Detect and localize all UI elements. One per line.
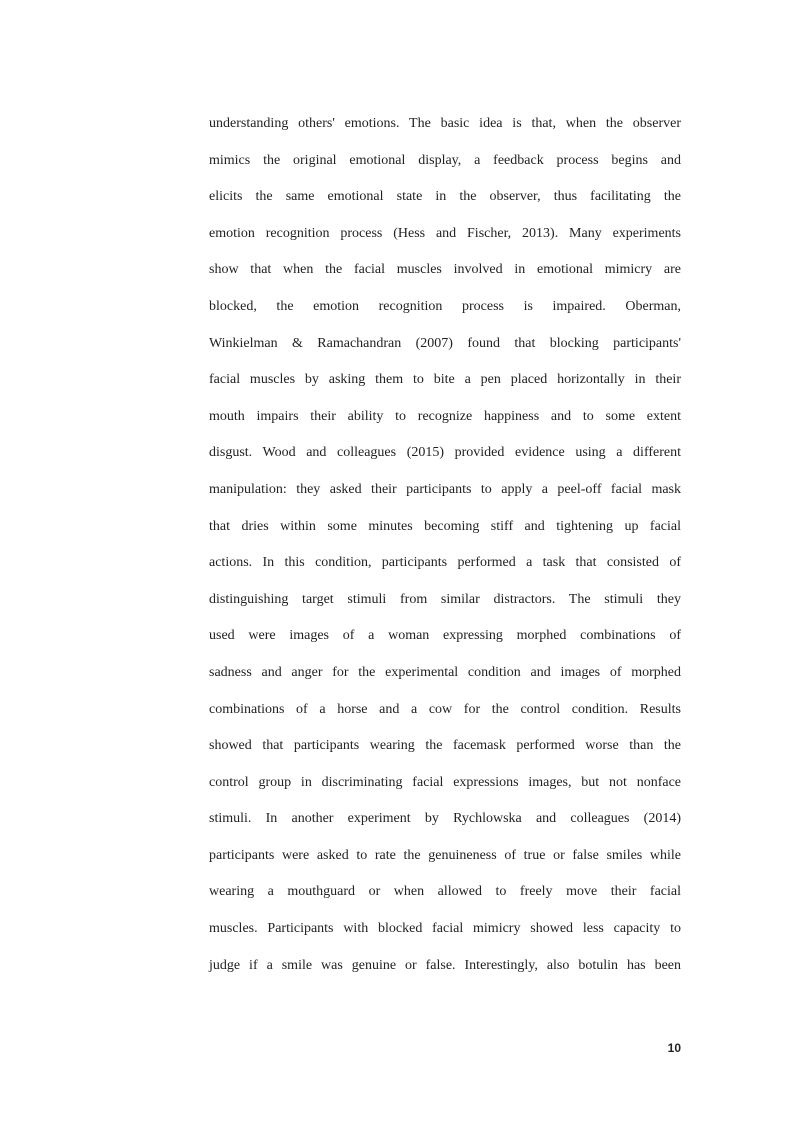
text-line: Winkielman & Ramachandran (2007) found that blocking participants' <box>209 335 681 351</box>
text-line: understanding others' emotions. The basic idea is that, when the observer <box>209 116 681 131</box>
text-line: control group in discriminating facial expressions images, but not nonface <box>209 774 681 790</box>
text-line: distinguishing target stimuli from similar distractors. The stimuli they <box>209 591 681 607</box>
text-line: that dries within some minutes becoming stiff and tightening up facial <box>209 518 681 534</box>
text-line: show that when the facial muscles involved in emotional mimicry are <box>209 262 681 278</box>
page-number: 10 <box>667 1041 681 1055</box>
text-line: used were images of a woman expressing morphed combinations of <box>209 628 681 644</box>
text-line: emotion recognition process (Hess and Fischer, 2013). Many experiments <box>209 225 681 241</box>
text-line: stimuli. In another experiment by Rychlowska and colleagues (2014) <box>209 811 681 827</box>
text-line: blocked, the emotion recognition process is impaired. Oberman, <box>209 298 681 314</box>
body-paragraph <box>209 114 681 992</box>
text-line: sadness and anger for the experimental condition and images of morphed <box>209 664 681 680</box>
text-line: wearing a mouthguard or when allowed to freely move their facial <box>209 884 681 900</box>
text-line: combinations of a horse and a cow for the control condition. Results <box>209 701 681 717</box>
text-line: muscles. Participants with blocked facial mimicry showed less capacity to <box>209 921 681 937</box>
text-line: elicits the same emotional state in the observer, thus facilitating the <box>209 189 681 205</box>
text-line: mimics the original emotional display, a feedback process begins and <box>209 152 681 168</box>
text-line: participants were asked to rate the genuineness of true or false smiles while <box>209 847 681 863</box>
text-line: facial muscles by asking them to bite a pen placed horizontally in their <box>209 372 681 388</box>
text-line: mouth impairs their ability to recognize happiness and to some extent <box>209 408 681 424</box>
text-line: showed that participants wearing the facemask performed worse than the <box>209 738 681 754</box>
text-line: judge if a smile was genuine or false. Interestingly, also botulin has been <box>209 957 681 973</box>
text-line: disgust. Wood and colleagues (2015) provided evidence using a different <box>209 445 681 461</box>
text-line: actions. In this condition, participants performed a task that consisted of <box>209 555 681 571</box>
text-line: manipulation: they asked their participants to apply a peel-off facial mask <box>209 481 681 497</box>
